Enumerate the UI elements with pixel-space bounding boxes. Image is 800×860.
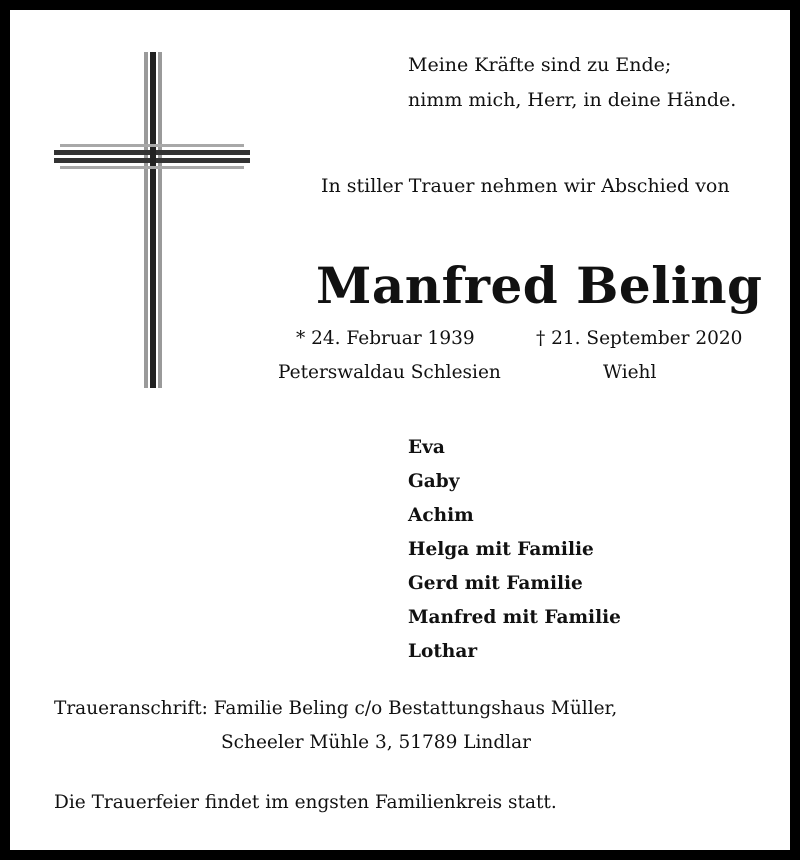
mourner-name: Eva <box>408 437 445 458</box>
mourner-name: Achim <box>408 505 474 526</box>
deceased-name: Manfred Beling <box>316 256 763 315</box>
birth-place: Peterswaldau Schlesien <box>278 362 501 383</box>
mourner-name: Gerd mit Familie <box>408 573 583 594</box>
mourning-address: Traueranschrift: Familie Beling c/o Bestattungshaus Müller, <box>54 698 618 719</box>
death-place: Wiehl <box>603 362 657 383</box>
birth-date: * 24. Februar 1939 <box>296 328 475 349</box>
mourner-name: Gaby <box>408 471 460 492</box>
mourning-address-street: Scheeler Mühle 3, 51789 Lindlar <box>221 732 531 753</box>
mourner-name: Helga mit Familie <box>408 539 594 560</box>
mourner-name: Manfred mit Familie <box>408 607 621 628</box>
poem-line: Meine Kräfte sind zu Ende; <box>408 54 672 76</box>
death-date: † 21. September 2020 <box>536 328 743 349</box>
funeral-note: Die Trauerfeier findet im engsten Familienkreis statt. <box>54 792 557 813</box>
poem-line: nimm mich, Herr, in deine Hände. <box>408 89 737 111</box>
mourner-name: Lothar <box>408 641 478 662</box>
intro-text: In stiller Trauer nehmen wir Abschied von <box>321 175 730 197</box>
cross-icon <box>54 52 250 388</box>
